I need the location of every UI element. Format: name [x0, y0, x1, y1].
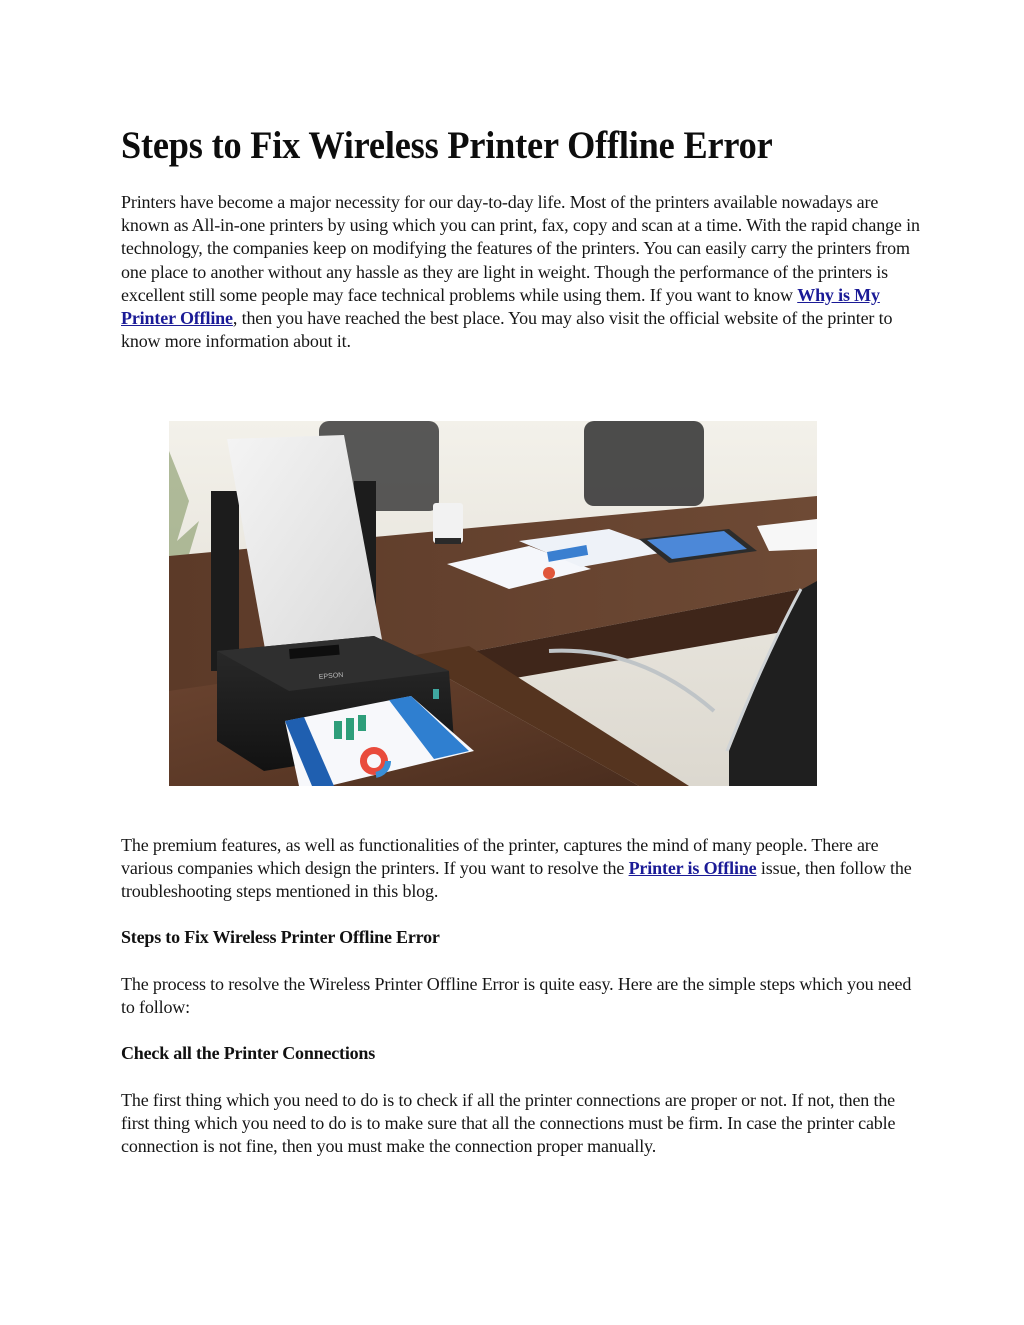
- intro-text-before: Printers have become a major necessity for our day-to-day life. Most of the printers available nowadays are known as All-in-one printers by using which you can print, fax, copy and scan at a time. With the rapid change in technology, the companies keep on modifying the features of the printers. You can easily carry the printers from one place to another without any hassle as they are light in weight. Though the performance of the printers is excellent still some people may face technical problems while using them. If you want to know: [121, 192, 920, 305]
- why-is-my-printer-offline-link[interactable]: Why is My Printer Offline: [121, 284, 880, 329]
- features-text-before: The premium features, as well as functionalities of the printer, captures the mind of many people. There are various companies which design the printers. If you want to resolve the: [121, 835, 879, 879]
- features-paragraph: [121, 834, 921, 904]
- intro-text-after: , then you have reached the best place. You may also visit the official website of the printer to know more information about it.: [121, 308, 893, 352]
- printer-is-offline-link[interactable]: Printer is Offline: [628, 858, 757, 879]
- page-title: Steps to Fix Wireless Printer Offline Error: [121, 124, 773, 167]
- step1-body-paragraph: The first thing which you need to do is to check if all the printer connections are proper or not. If not, then the first thing which you need to do is to make sure that all the connections must be firm. In case the printer cable connection is not fine, then you must make the connection proper manually.: [121, 1090, 896, 1157]
- step1-heading: Check all the Printer Connections: [121, 1043, 376, 1063]
- features-text-after: issue, then follow the troubleshooting steps mentioned in this blog.: [121, 858, 912, 902]
- section-heading: Steps to Fix Wireless Printer Offline Error: [121, 927, 440, 947]
- printer-brand-text: EPSON: [318, 671, 344, 681]
- printer-photo: [169, 421, 817, 786]
- section-intro-paragraph: The process to resolve the Wireless Printer Offline Error is quite easy. Here are the simple steps which you need to follow:: [121, 974, 912, 1018]
- intro-paragraph: [121, 191, 921, 353]
